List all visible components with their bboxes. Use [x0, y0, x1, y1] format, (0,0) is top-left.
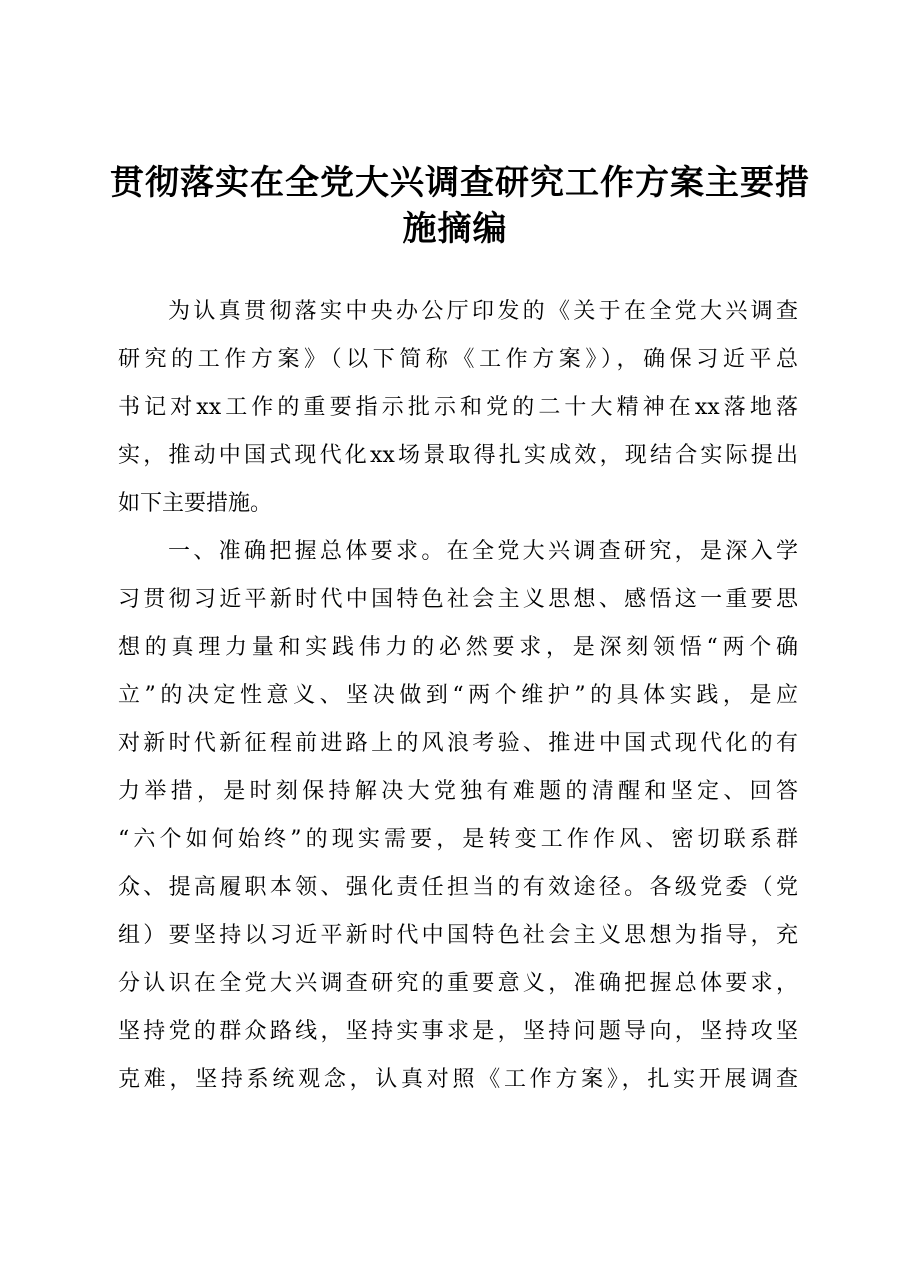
text-line: 对新时代新征程前进路上的风浪考验、推进中国式现代化的有 — [118, 731, 798, 756]
text-line: “六个如何始终”的现实需要，是转变工作作风、密切联系群 — [118, 827, 798, 852]
text-line: 习贯彻习近平新时代中国特色社会主义思想、感悟这一重要思 — [118, 587, 798, 612]
paragraph-intro — [118, 288, 798, 528]
document-body — [118, 288, 798, 1104]
paragraph-section-1 — [118, 528, 798, 1104]
text-line: 想的真理力量和实践伟力的必然要求，是深刻领悟“两个确 — [118, 635, 798, 660]
text-line: 一、准确把握总体要求。在全党大兴调查研究，是深入学 — [168, 539, 798, 564]
text-line: 坚持党的群众路线，坚持实事求是，坚持问题导向，坚持攻坚 — [118, 1019, 798, 1044]
text-line: 组）要坚持以习近平新时代中国特色社会主义思想为指导，充 — [118, 923, 798, 948]
title-line: 施摘编 — [402, 209, 508, 249]
text-line: 分认识在全党大兴调查研究的重要意义，准确把握总体要求， — [118, 971, 798, 996]
document-title — [110, 160, 810, 252]
text-line: 众、提高履职本领、强化责任担当的有效途径。各级党委（党 — [118, 875, 798, 900]
title-line: 贯彻落实在全党大兴调查研究工作方案主要措 — [110, 163, 810, 203]
text-line: 实，推动中国式现代化xx场景取得扎实成效，现结合实际提出 — [118, 443, 798, 468]
text-line: 克难，坚持系统观念，认真对照《工作方案》，扎实开展调查 — [118, 1067, 798, 1092]
text-line: 研究的工作方案》（以下简称《工作方案》），确保习近平总 — [118, 347, 798, 372]
text-line: 如下主要措施。 — [118, 491, 273, 516]
text-line: 立”的决定性意义、坚决做到“两个维护”的具体实践，是应 — [118, 683, 798, 708]
text-line: 力举措，是时刻保持解决大党独有难题的清醒和坚定、回答 — [118, 779, 798, 804]
text-line: 书记对xx工作的重要指示批示和党的二十大精神在xx落地落 — [118, 395, 798, 420]
text-line: 为认真贯彻落实中央办公厅印发的《关于在全党大兴调查 — [168, 299, 798, 324]
